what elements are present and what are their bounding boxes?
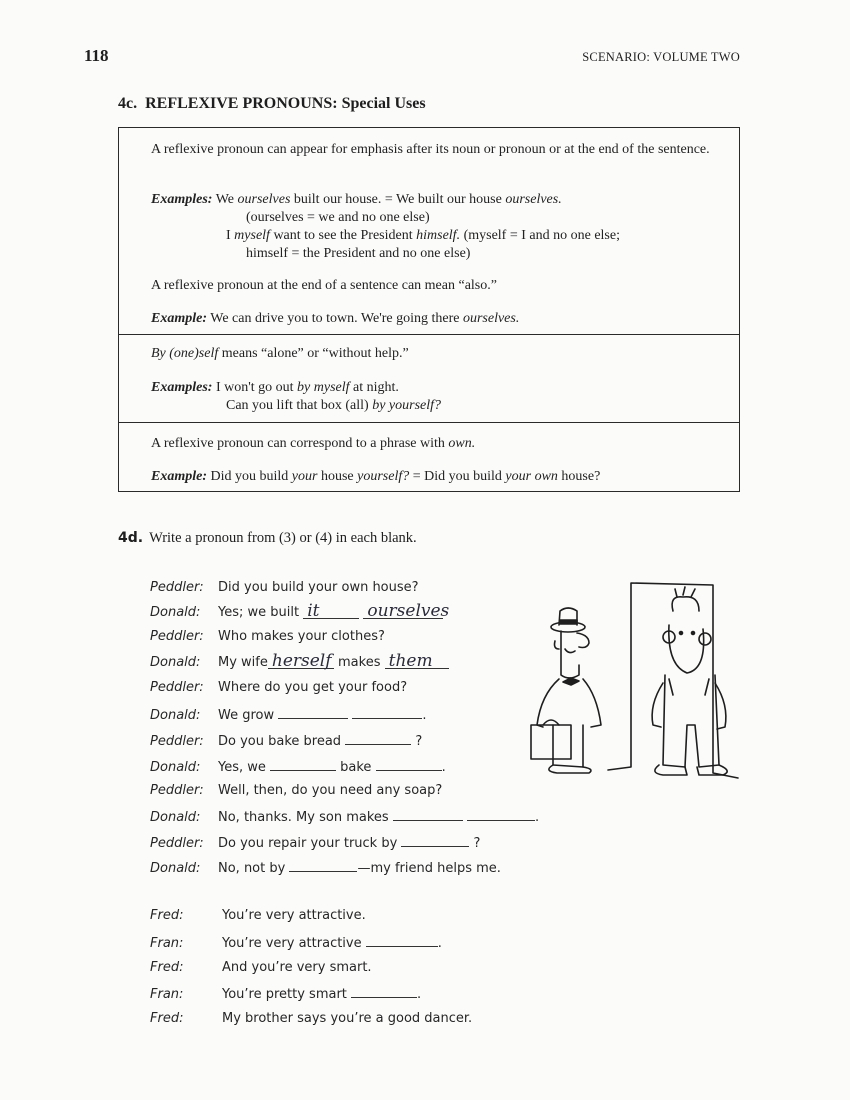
section-number: 4c. — [118, 95, 138, 112]
speaker-label: Donald: — [150, 810, 201, 825]
text: (myself = I and no one else; — [460, 228, 620, 243]
example-line — [151, 190, 562, 209]
dialog-text: And you’re very smart. — [222, 960, 372, 975]
exercise-4d-title — [118, 530, 417, 547]
answer-blank[interactable] — [345, 732, 411, 745]
dialog-text: . — [534, 810, 540, 825]
italic-text: by yourself? — [372, 398, 442, 413]
dialog-text: You’re very attractive — [222, 936, 366, 951]
dialog-line — [150, 651, 449, 674]
rule-own — [151, 434, 475, 453]
italic-text: your own — [505, 469, 558, 484]
peddler-donald-illustration — [523, 575, 743, 790]
dialog-text: My brother says you’re a good dancer. — [222, 1011, 473, 1026]
dialog-text: . — [437, 936, 442, 951]
dialog-text: You’re pretty smart — [222, 987, 352, 1002]
dialog-line — [150, 732, 422, 752]
text: at night. — [349, 380, 399, 395]
rule-by-oneself — [151, 344, 409, 363]
dialog-text: Do you repair your truck by — [218, 836, 402, 851]
answer-blank[interactable] — [270, 758, 336, 771]
answer-blank-filled[interactable]: ourselves — [363, 604, 443, 619]
panel-divider — [119, 422, 739, 423]
dialog-line — [150, 908, 366, 928]
speaker-label: Fred: — [150, 908, 184, 923]
italic-text: yourself? — [357, 469, 410, 484]
example-note: (ourselves = we and no one else) — [246, 210, 430, 225]
dialog-line — [150, 1011, 472, 1031]
rule-also: A reflexive pronoun at the end of a sentence can mean “also.” — [151, 278, 497, 293]
dialog-text: makes — [333, 655, 385, 670]
answer-blank-filled[interactable]: them — [385, 654, 449, 669]
example-line — [226, 226, 620, 245]
dialog-text: bake — [336, 760, 376, 775]
italic-text: ourselves. — [505, 192, 562, 207]
panel-divider — [119, 334, 739, 335]
italic-text: himself. — [416, 228, 461, 243]
dialog-text: ? — [469, 836, 481, 851]
example-note: himself = the President and no one else) — [246, 246, 471, 261]
dialog-text: Well, then, do you need any soap? — [218, 783, 443, 798]
speaker-label: Peddler: — [150, 629, 204, 644]
dialog-text: You’re very attractive. — [222, 908, 366, 923]
text: I won't go out — [215, 380, 298, 395]
answer-blank[interactable] — [351, 985, 417, 998]
example-line — [226, 396, 441, 415]
dialog-line — [150, 834, 480, 854]
dialog-text: Did you build your own house? — [218, 580, 419, 595]
dialog-line — [150, 808, 539, 828]
answer-blank[interactable] — [401, 834, 469, 847]
dialog-text: Who makes your clothes? — [218, 629, 385, 644]
speaker-label: Fran: — [150, 987, 184, 1002]
speaker-label: Fred: — [150, 960, 184, 975]
dialog-text: . — [417, 987, 422, 1002]
answer-blank-filled[interactable]: herself — [268, 654, 334, 669]
dialog-line — [150, 601, 450, 624]
text: want to see the President — [269, 228, 417, 243]
peddler-figure — [531, 608, 601, 773]
dialog-line — [150, 783, 442, 803]
exercise-instruction: Write a pronoun from (3) or (4) in each blank. — [149, 530, 417, 546]
dialog-text: No, not by — [218, 861, 290, 876]
answer-blank[interactable] — [366, 934, 438, 947]
dialog-text: —my friend helps me. — [357, 861, 501, 876]
dialog-line — [150, 680, 407, 700]
dialog-text: Where do you get your food? — [218, 680, 408, 695]
text: We — [215, 192, 238, 207]
dialog-line — [150, 985, 421, 1005]
answer-blank[interactable] — [278, 706, 348, 719]
text: means “alone” or “without help.” — [218, 346, 409, 361]
text: Did you build — [210, 469, 292, 484]
speaker-label: Peddler: — [150, 580, 204, 595]
answer-blank[interactable] — [393, 808, 463, 821]
speaker-label: Donald: — [150, 760, 201, 775]
example-label: Example: — [151, 469, 207, 484]
grammar-rule-box — [118, 127, 740, 492]
example-line — [151, 467, 600, 486]
example-label: Example: — [151, 311, 207, 326]
rule-emphasis: A reflexive pronoun can appear for emphasis after its noun or pronoun or at the end of the sentence. — [151, 142, 710, 157]
dialog-line — [150, 934, 442, 954]
answer-blank[interactable] — [289, 859, 357, 872]
speaker-label: Fred: — [150, 1011, 184, 1026]
text: A reflexive pronoun can correspond to a phrase with — [151, 436, 449, 451]
text: built our house. = We built our house — [290, 192, 506, 207]
page-number: 118 — [84, 46, 109, 65]
dialog-text: My wife — [218, 655, 268, 670]
speaker-label: Donald: — [150, 655, 201, 670]
italic-text: myself — [234, 228, 270, 243]
examples-label: Examples: — [151, 192, 213, 207]
italic-text: by myself — [297, 380, 350, 395]
dialog-line — [150, 629, 385, 649]
dialog-text: Do you bake bread — [218, 734, 346, 749]
speaker-label: Donald: — [150, 605, 201, 620]
dialog-line — [150, 859, 501, 879]
italic-text: ourselves — [237, 192, 291, 207]
dialog-line — [150, 960, 372, 980]
text: = Did you build — [409, 469, 506, 484]
italic-text: own. — [448, 436, 476, 451]
speaker-label: Peddler: — [150, 680, 204, 695]
section-4c-title — [118, 95, 426, 113]
running-head: SCENARIO: VOLUME TWO — [582, 50, 740, 64]
example-line — [151, 309, 519, 328]
dialog-text: We grow — [218, 708, 279, 723]
answer-blank[interactable] — [376, 758, 442, 771]
italic-text: your — [291, 469, 318, 484]
answer-blank-filled[interactable]: it — [303, 604, 359, 619]
speaker-label: Peddler: — [150, 836, 204, 851]
speaker-label: Peddler: — [150, 783, 204, 798]
text: We can drive you to town. We're going there — [210, 311, 463, 326]
dialog-line — [150, 580, 419, 600]
dialog-text: Yes, we — [218, 760, 271, 775]
example-line — [151, 378, 399, 397]
text: house? — [557, 469, 601, 484]
speaker-label: Donald: — [150, 861, 201, 876]
answer-blank[interactable] — [467, 808, 535, 821]
speaker-label: Peddler: — [150, 734, 204, 749]
text: house — [317, 469, 358, 484]
dialog-line — [150, 706, 427, 726]
exercise-number: 4d. — [118, 530, 144, 546]
italic-text: By (one)self — [151, 346, 219, 361]
speaker-label: Donald: — [150, 708, 201, 723]
dialog-line — [150, 758, 446, 778]
examples-label: Examples: — [151, 380, 213, 395]
dialog-text: . — [441, 760, 446, 775]
text: Can you lift that box (all) — [226, 398, 373, 413]
answer-blank[interactable] — [352, 706, 422, 719]
speaker-label: Fran: — [150, 936, 184, 951]
italic-text: ourselves. — [462, 311, 520, 326]
section-heading: REFLEXIVE PRONOUNS: Special Uses — [145, 95, 426, 112]
dialog-text: Yes; we built — [218, 605, 304, 620]
donald-figure — [652, 587, 727, 775]
dialog-text: No, thanks. My son makes — [218, 810, 393, 825]
dialog-text: . — [422, 708, 427, 723]
text: I — [226, 228, 235, 243]
dialog-text: ? — [411, 734, 423, 749]
